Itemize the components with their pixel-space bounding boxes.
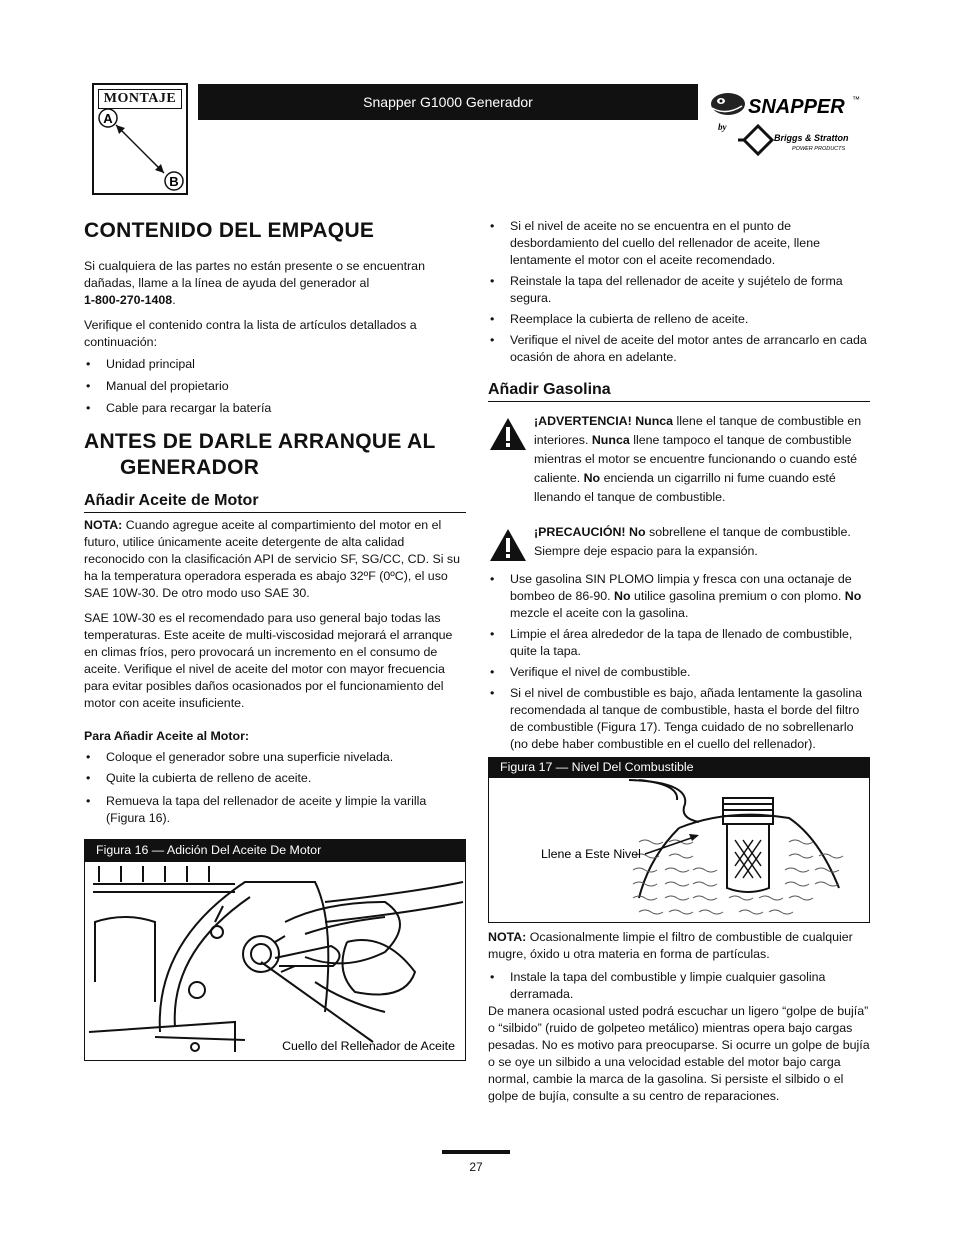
fuel-filter-mesh-icon bbox=[735, 840, 761, 878]
brand-trademark: ™ bbox=[852, 95, 860, 104]
list-item: • Use gasolina SIN PLOMO limpia y fresca con una octanaje de bombeo de 86-90. No utilice gasolina premium o con plomo. No mezcle el aceite con la gasolina. bbox=[488, 571, 870, 622]
oil-recommendation: SAE 10W-30 es el recomendado para uso general bajo todas las temperaturas. Este aceite de multi-viscosidad mejorará el arranque en climas fríos, pero provocará un incremento en el consumo de aceite. Verifique el nivel de aceite del motor con mayor frecuencia para evitar posibles daños ocasionados por el funcionamiento del motor con aceite insuficiente. bbox=[84, 611, 453, 710]
list-item: • Reemplace la cubierta de relleno de aceite. bbox=[488, 311, 870, 328]
fuel-filter-note: NOTA: Ocasionalmente limpie el filtro de combustible de cualquier mugre, óxido u otra materia en forma de partículas. bbox=[488, 930, 853, 961]
brand-maker: Briggs & Stratton bbox=[774, 133, 849, 143]
fuel-caution: ¡PRECAUCIÓN! No sobrellene el tanque de combustible. Siempre deje espacio para la expansión. bbox=[488, 523, 870, 561]
section-label: MONTAJE bbox=[98, 89, 182, 109]
list-item: • Quite la cubierta de relleno de aceite. bbox=[84, 770, 466, 787]
oil-final-steps-list bbox=[488, 218, 870, 366]
warning-triangle-icon bbox=[488, 416, 528, 452]
subheading-para-anadir-aceite: Para Añadir Aceite al Motor: bbox=[84, 729, 250, 743]
figure-16 bbox=[84, 839, 466, 1061]
list-item: • Si el nivel de combustible es bajo, añada lentamente la gasolina recomendada al tanque de combustible, hasta el borde del filtro de combustible (Figura 17). Tenga cuidado de no sobrellenarlo (no debe haber combustible en el cuello del rellenador). bbox=[488, 685, 870, 753]
snapper-brand-logo bbox=[708, 84, 868, 162]
page-number-rule bbox=[442, 1150, 510, 1154]
brand-maker-sub: POWER PRODUCTS bbox=[792, 146, 846, 152]
brand-name: SNAPPER bbox=[748, 96, 845, 118]
montaje-section-badge bbox=[92, 83, 188, 195]
fuel-ripples bbox=[633, 840, 843, 914]
contents-list bbox=[84, 356, 466, 417]
a-to-b-arrow-icon bbox=[94, 85, 186, 193]
list-item: • Coloque el generador sobre una superficie nivelada. bbox=[84, 749, 466, 766]
page-number: 27 bbox=[469, 1160, 483, 1174]
brand-by: by bbox=[718, 122, 727, 132]
engine-oil-fill-illustration bbox=[85, 862, 465, 1060]
right-column bbox=[488, 218, 870, 1105]
knock-paragraph: De manera ocasional usted podrá escuchar un ligero “golpe de bujía” o “silbido” (ruido de golpeteo metálico) mientras opera bajo cargas pesadas. No es motivo para preocuparse. Si ocurre un golpe de bujía o se oye un silbido a una velocidad estable del motor bajo carga normal, cambie la marca de la gasolina. Si persiste el silbido o el golpe de bujía, consulte a su centro de reparaciones. bbox=[488, 1004, 870, 1103]
figure-17-illustration bbox=[488, 777, 870, 923]
contents-verify-text: Verifique el contenido contra la lista de artículos detallados a continuación: bbox=[84, 318, 417, 349]
point-b-label: B bbox=[169, 174, 179, 189]
figure-17-label: Llene a Este Nivel bbox=[541, 847, 641, 861]
list-item: • Si el nivel de aceite no se encuentra en el punto de desbordamiento del cuello del rellenador de aceite, llene lentamente el motor con el aceite recomendado. bbox=[488, 218, 870, 269]
turtle-mascot-icon bbox=[711, 93, 745, 115]
list-item: • Unidad principal bbox=[84, 356, 466, 373]
contents-intro: Si cualquiera de las partes no están presente o se encuentran dañadas, llame a la línea de ayuda del generador al 1-800-270-1408. bbox=[84, 259, 425, 307]
heading-antes-arranque: ANTES DE DARLE ARRANQUE AL GENERADOR bbox=[84, 430, 436, 479]
list-item: • Cable para recargar la batería bbox=[84, 400, 466, 417]
figure-16-caption: Figura 16 — Adición Del Aceite De Motor bbox=[84, 839, 466, 861]
list-item: • Instale la tapa del combustible y limpie cualquier gasolina derramada. bbox=[488, 969, 870, 1003]
list-item: • Manual del propietario bbox=[84, 378, 466, 395]
figure-16-illustration bbox=[84, 861, 466, 1061]
fuel-warning: ¡ADVERTENCIA! Nunca llene el tanque de combustible en interiores. Nunca llene tampoco el tanque de combustible mientras el motor se encuentre funcionando o cuando esté caliente. No encienda un cigarrillo ni fume cuando esté llenando el tanque de combustible. bbox=[488, 412, 870, 507]
helpline-phone: 1-800-270-1408 bbox=[84, 293, 173, 307]
fuel-steps-list bbox=[488, 571, 870, 753]
figure-17 bbox=[488, 757, 870, 923]
document-title-bar: Snapper G1000 Generador bbox=[198, 84, 698, 120]
briggs-diamond-icon bbox=[738, 126, 772, 154]
point-a-label: A bbox=[103, 111, 113, 126]
list-item: • Limpie el área alrededor de la tapa de llenado de combustible, quite la tapa. bbox=[488, 626, 870, 660]
oil-note: NOTA: Cuando agregue aceite al compartimiento del motor en el futuro, utilice únicamente aceite detergente de alta calidad reconocido con la clasificación API de servicio SF, SG/CC, CD. Si su ha la temperatura operadora esperada es abajo 32ºF (0ºC), el uso SAE 10W-30. De otro modo uso SAE 30. bbox=[84, 518, 461, 600]
list-item: • Reinstale la tapa del rellenador de aceite y sujételo de forma segura. bbox=[488, 273, 870, 307]
left-column bbox=[84, 218, 466, 1061]
subheading-aceite-motor: Añadir Aceite de Motor bbox=[84, 491, 466, 513]
figure-17-caption: Figura 17 — Nivel Del Combustible bbox=[488, 757, 870, 777]
figure-16-label: Cuello del Rellenador de Aceite bbox=[282, 1039, 455, 1053]
caution-triangle-icon bbox=[488, 527, 528, 563]
fuel-tank-level-illustration bbox=[489, 778, 869, 922]
subheading-anadir-gasolina: Añadir Gasolina bbox=[488, 380, 870, 402]
list-item: • Remueva la tapa del rellenador de aceite y limpie la varilla (Figura 16). bbox=[84, 793, 466, 827]
list-item: • Verifique el nivel de combustible. bbox=[488, 664, 870, 681]
fuel-cap-list bbox=[488, 969, 870, 1003]
heading-contenido: CONTENIDO DEL EMPAQUE bbox=[84, 219, 375, 242]
oil-steps-list bbox=[84, 749, 466, 827]
list-item: • Verifique el nivel de aceite del motor antes de arrancarlo en cada ocasión de ahora en adelante. bbox=[488, 332, 870, 366]
